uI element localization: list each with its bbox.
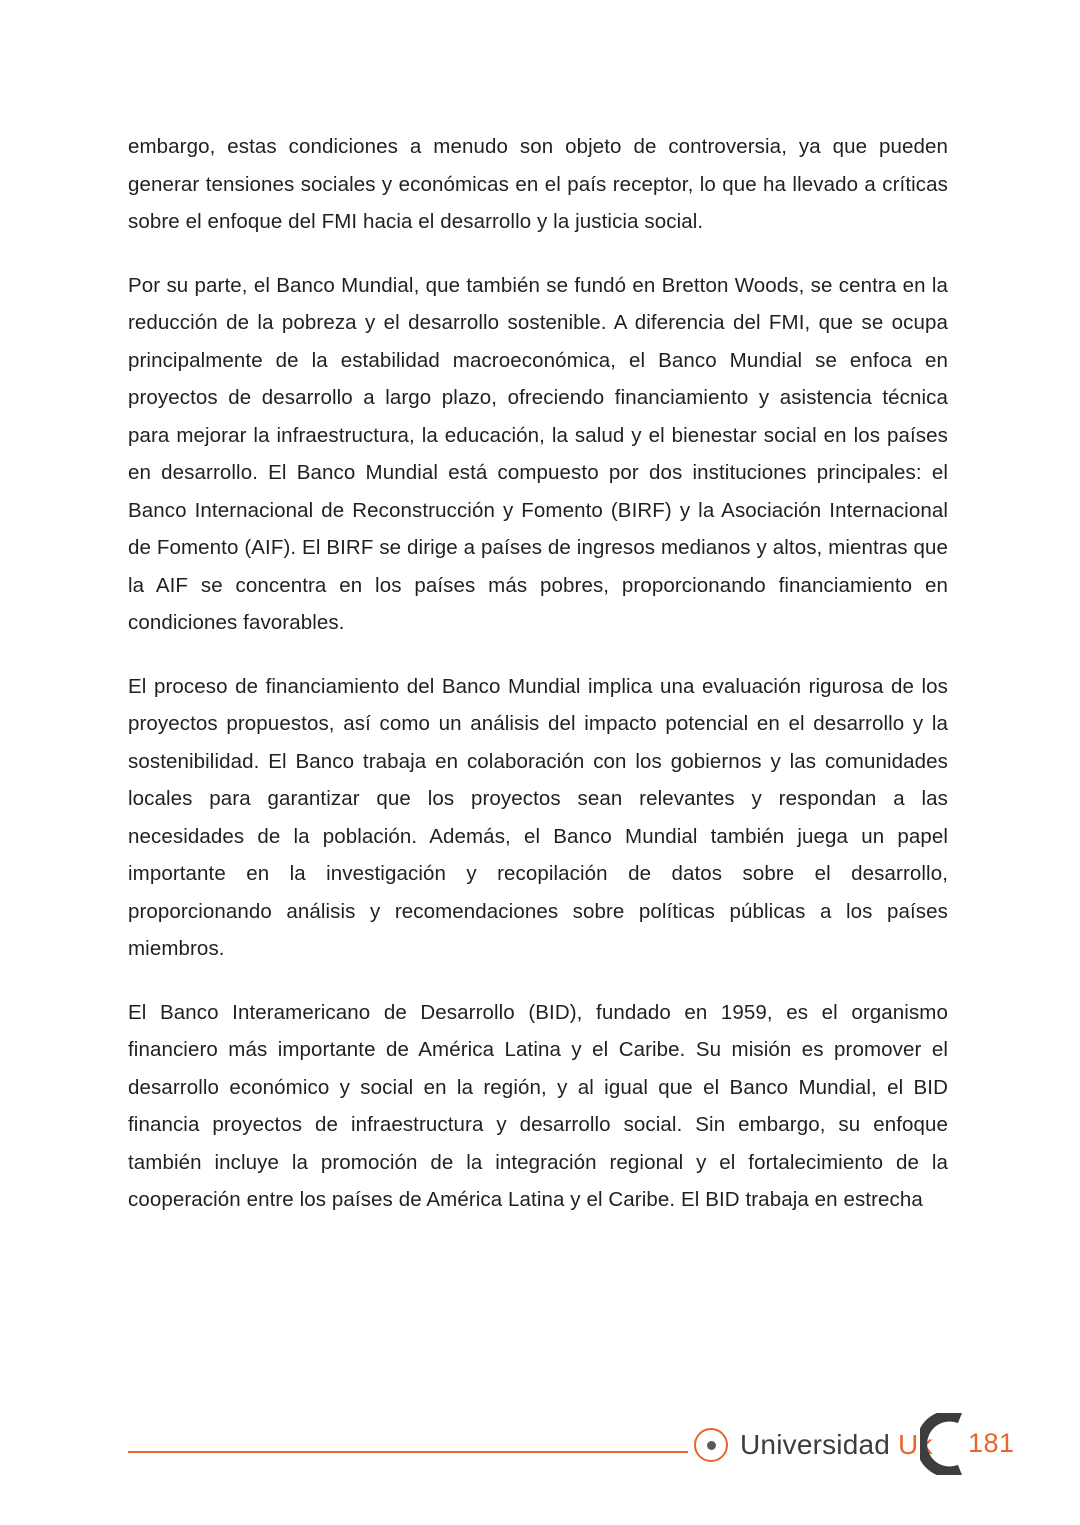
paragraph: El Banco Interamericano de Desarrollo (BID), fundado en 1959, es el organismo financiero más importante de América Latina y el Caribe. Su misión es promover el desarrollo económico y social en la región, y al igual que el Banco Mundial, el BID financia proyectos de infraestructura y desarrollo social. Sin embargo, su enfoque también incluye la promoción de la integración regional y el fortalecimiento de la cooperación entre los países de América Latina y el Caribe. El BID trabaja en estrecha — [128, 1000, 948, 1211]
paragraph: Por su parte, el Banco Mundial, que también se fundó en Bretton Woods, se centra en la reducción de la pobreza y el desarrollo sostenible. A diferencia del FMI, que se ocupa principalmente de la estabilidad macroeconómica, el Banco Mundial se enfoca en proyectos de desarrollo a largo plazo, ofreciendo financiamiento y asistencia técnica para mejorar la infraestructura, la educación, la salud y el bienestar social en los países en desarrollo. El Banco Mundial está compuesto por dos instituciones principales: el Banco Internacional de Reconstrucción y Fomento (BIRF) y la Asociación Internacional de Fomento (AIF). El BIRF se dirige a países de ingresos medianos y altos, mientras que la AIF se concentra en los países más pobres, proporcionando financiamiento en condiciones favorables. — [128, 273, 948, 634]
paragraph: El proceso de financiamiento del Banco Mundial implica una evaluación rigurosa de los proyectos propuestos, así como un análisis del impacto potencial en el desarrollo y la sostenibilidad. El Banco trabaja en colaboración con los gobiernos y las comunidades locales para garantizar que los proyectos sean relevantes y respondan a las necesidades de la población. Además, el Banco Mundial también juega un papel importante en la investigación y recopilación de datos sobre el desarrollo, proporcionando análisis y recomendaciones sobre políticas públicas a los países miembros. — [128, 674, 948, 960]
brand-label — [740, 1429, 933, 1461]
target-circle-icon — [694, 1428, 728, 1462]
page-number-block — [920, 1413, 1040, 1475]
brand-secondary-text: Uk — [898, 1429, 933, 1460]
page-number: 181 — [968, 1428, 1015, 1458]
footer-brand — [694, 1428, 933, 1462]
paragraph: embargo, estas condiciones a menudo son objeto de controversia, ya que pueden generar tensiones sociales y económicas en el país receptor, lo que ha llevado a críticas sobre el enfoque del FMI hacia el desarrollo y la justicia social. — [128, 135, 948, 233]
footer-divider — [128, 1451, 688, 1453]
brand-primary-text: Universidad — [740, 1429, 891, 1460]
page-footer — [0, 1395, 1080, 1525]
page-content — [128, 128, 948, 1219]
